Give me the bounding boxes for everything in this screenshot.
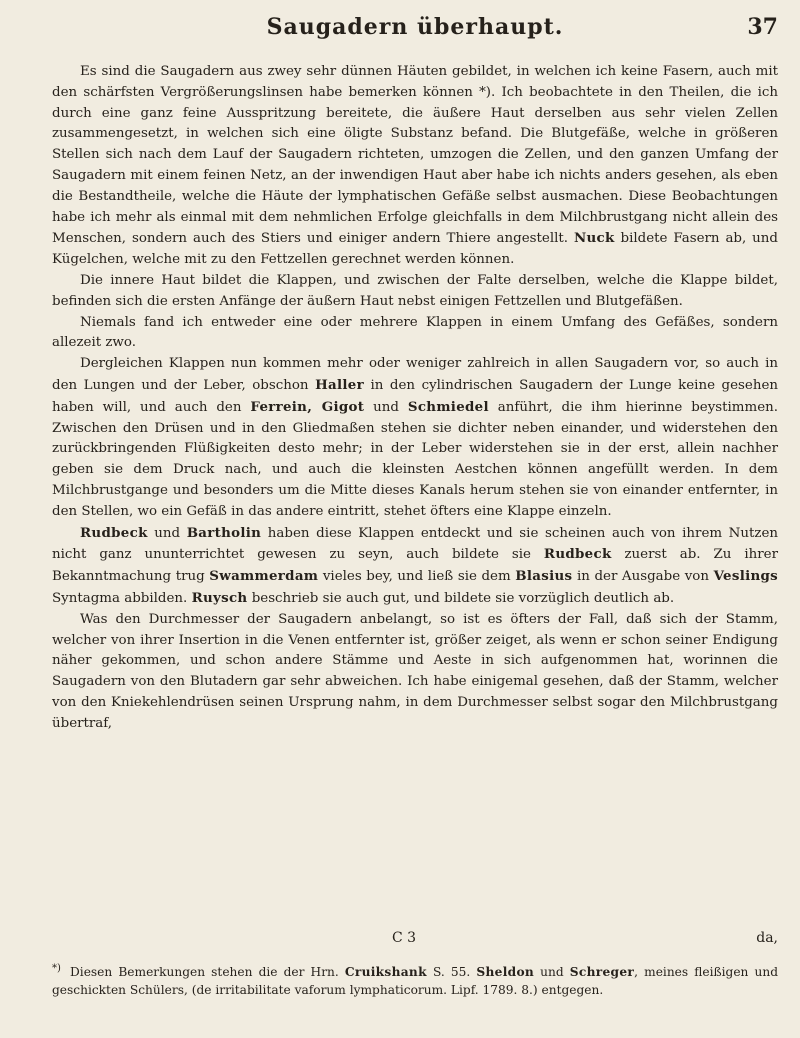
proper-name: Rudbeck [543,546,612,563]
proper-name: Haller [315,376,364,393]
paragraph [52,354,778,522]
text-run: bildete Fasern ab, und Kügelchen, welche mit zu den Fettzellen gerechnet werden können. [52,231,778,268]
text-run: und [147,525,187,541]
text-run: S. 55. [426,965,477,980]
text-run: Die innere Haut bildet die Klappen, und zwischen der Falte derselben, welche die Klappe bildet, befinden sich die ersten Anfänge der äußern Haut nebst einigen Fettzellen und Blutgefäßen. [52,272,778,309]
proper-name: Nuck [573,230,615,247]
proper-name: Schreger [569,965,635,980]
text-run: Was den Durchmesser der Saugadern anbelangt, so ist es öfters der Fall, daß sich der Stamm, welcher von ihrer Insertion in die Venen entfernter ist, größer zeiget, als wenn er schon seiner Endigung näher gekommen, und schon andere Stämme und Aeste in sich aufgenommen hat, worinnen die Saugadern von den Blutadern gar sehr abweichen. Ich habe einigemal gesehen, daß der Stamm, welcher von den Kniekehlendrüsen seinen Ursprung nahm, in dem Durchmesser selbst sogar den Milchbrustgang übertraf, [52,611,778,731]
proper-name: Cruikshank [344,965,427,980]
paragraph [52,313,778,355]
text-run: Dergleichen Klappen nun kommen mehr oder weniger zahlreich in allen Saugadern vor, so auch in den Lungen und der Leber, obschon [52,356,778,393]
text-run: Niemals fand ich entweder eine oder mehrere Klappen in einem Umfang des Gefäßes, sondern allezeit zwo. [52,314,778,351]
text-run: Es sind die Saugadern aus zwey sehr dünnen Häuten gebildet, in welchen ich keine Fasern, auch mit den schärfsten Vergrößerungslinsen habe bemerken können *). Ich beobachtete in den Theilen, die ich durch eine ganz feine Ausspritzung bereitete, die äußere Haut derselben aus sehr vielen Zellen zusammengesetzt, in welchen sich eine öligte Substanz befand. Die Blutgefäße, welche in größeren Stellen sich nach dem Lauf der Saugadern richteten, umzogen die Zellen, und den ganzen Umfang der Saugadern mit einem feinen Netz, an der inwendigen Haut aber habe ich nichts anders gesehen, als eben die Bestandtheile, welche die Häute der lymphatischen Gefäße selbst ausmachen. Diese Beobachtungen habe ich mehr als einmal mit dem nehmlichen Erfolge gleichfalls in dem Milchbrustgang nicht allein des Menschen, sondern auch des Stiers und einiger andern Thiere angestellt. [52,64,778,247]
text-run: anführt, die ihm hierinne beystimmen. Zwischen den Drüsen und in den Gliedmaßen stehen sie dichter neben einander, und widerstehen den zurückbringenden Flüßigkeiten desto mehr; in der Leber widerstehen sie in der erst, allein nachher geben sie dem Druck nach, und auch die kleinsten Aestchen können angefüllt werden. In dem Milchbrustgange und besonders um die Mitte dieses Kanals herum stehen sie von einander entfernter, in den Stellen, wo ein Gefäß in das andere eintritt, stehet öfters eine Klappe einzeln. [52,399,779,519]
page-header [52,12,778,52]
text-run: haben diese Klappen entdeckt und sie scheinen auch von ihrem Nutzen nicht ganz ununterrichtet gewesen zu seyn, auch bildete sie [52,525,778,563]
text-run: zuerst ab. Zu ihrer Bekanntmachung trug [52,547,778,585]
catchword: da, [756,930,778,946]
text-run: und [364,399,408,415]
paragraph [52,271,778,313]
signature-mark: C 3 [392,930,417,946]
proper-name: Bartholin [186,524,262,541]
proper-name: Ruysch [191,589,248,606]
proper-name: Schmiedel [407,398,489,415]
text-run: vieles bey, und ließ sie dem [318,569,516,585]
text-run: Syntagma abbilden. [52,590,192,606]
proper-name: Swammerdam [209,568,319,585]
page-number: 37 [747,14,778,40]
text-run: beschrieb sie auch gut, und bildete sie vorzüglich deutlich ab. [247,590,675,606]
proper-name: Ferrein, Gigot [250,398,365,415]
text-run: in den cylindrischen Saugadern der Lunge keine gesehen haben will, und auch den [52,377,778,415]
paragraph [52,523,778,610]
signature-line [52,930,778,952]
proper-name: Veslings [713,568,779,585]
paragraph [52,62,778,271]
paragraph [52,610,778,735]
running-title: Saugadern überhaupt. [266,14,564,40]
text-run: Diesen Bemerkungen stehen die der Hrn. [70,965,345,980]
footnote [52,960,778,999]
text-run: , meines fleißigen und geschickten Schülers, (de irritabilitate vaforum lymphaticorum. Lipf. 1789. 8.) entgegen. [52,965,779,997]
proper-name: Sheldon [476,965,535,980]
text-run: in der Ausgabe von [572,569,714,585]
text-run: und [534,965,570,980]
proper-name: Blasius [515,568,573,585]
proper-name: Rudbeck [80,524,148,541]
footnote-mark: *) [52,963,61,974]
body-text [52,62,778,735]
